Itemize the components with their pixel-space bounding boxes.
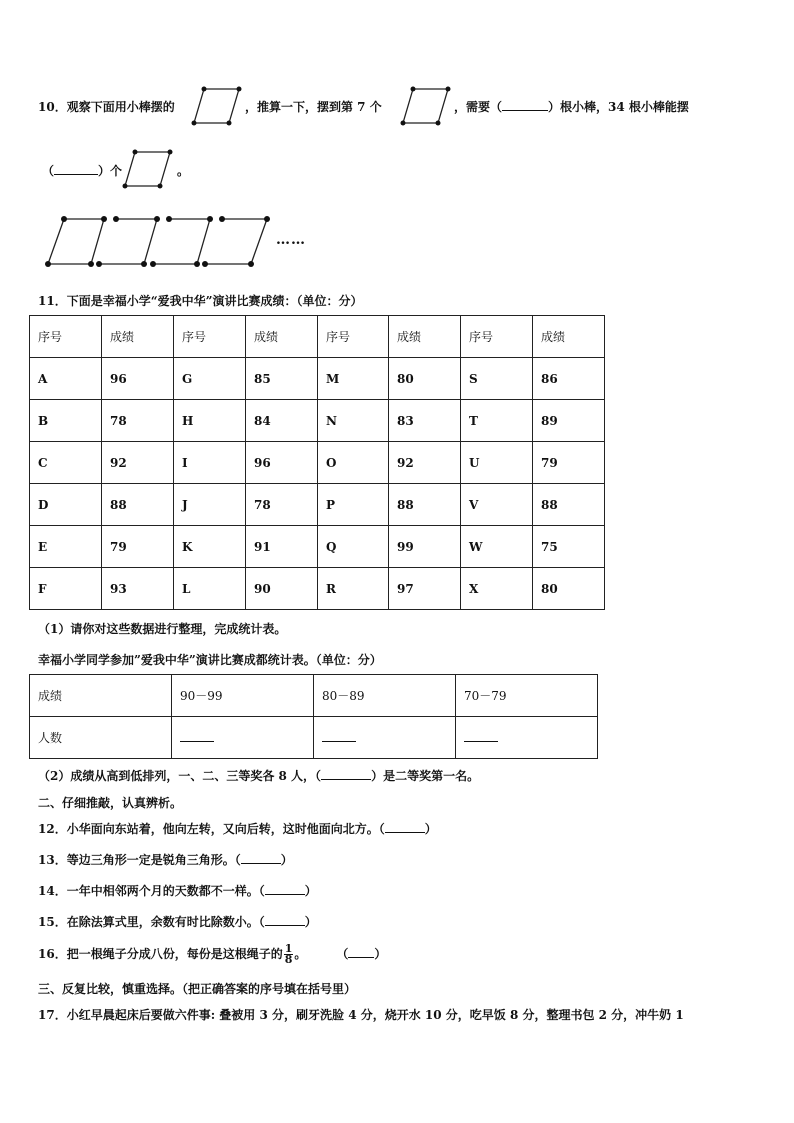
table-cell: 85 bbox=[246, 358, 318, 400]
table-cell: 96 bbox=[102, 358, 174, 400]
fill-cell[interactable] bbox=[456, 717, 598, 759]
table-cell: Q bbox=[318, 526, 389, 568]
answer-blank[interactable] bbox=[348, 957, 374, 958]
table-cell: 88 bbox=[102, 484, 174, 526]
table-row bbox=[30, 442, 605, 484]
header-cell: 80－89 bbox=[314, 675, 456, 717]
section-3-heading: 三、反复比较，慎重选择。（把正确答案的序号填在括号里） bbox=[38, 982, 357, 996]
table-cell: M bbox=[318, 358, 389, 400]
parallelogram-figure bbox=[191, 85, 243, 127]
table-cell: 78 bbox=[246, 484, 318, 526]
table-cell: 93 bbox=[102, 568, 174, 610]
table-cell: F bbox=[30, 568, 102, 610]
table-row bbox=[30, 526, 605, 568]
score-table bbox=[29, 315, 605, 610]
answer-blank[interactable] bbox=[265, 925, 305, 926]
fill-cell[interactable] bbox=[314, 717, 456, 759]
table-cell: V bbox=[461, 484, 533, 526]
section-2-heading: 二、仔细推敲，认真辨析。 bbox=[38, 796, 183, 810]
answer-blank[interactable] bbox=[54, 174, 98, 175]
table-cell: 90 bbox=[246, 568, 318, 610]
table-cell: C bbox=[30, 442, 102, 484]
table-cell: P bbox=[318, 484, 389, 526]
table-cell: I bbox=[174, 442, 246, 484]
parallelogram-figure bbox=[400, 85, 452, 127]
header-cell: 成绩 bbox=[246, 316, 318, 358]
table-row bbox=[30, 568, 605, 610]
table-cell: L bbox=[174, 568, 246, 610]
table-cell: 88 bbox=[389, 484, 461, 526]
header-cell: 成绩 bbox=[389, 316, 461, 358]
table-cell: 83 bbox=[389, 400, 461, 442]
q17: 17．小红早晨起床后要做六件事: 叠被用 3 分，刷牙洗脸 4 分，烧开水 10 分，吃早饭 8 分，整理书包 2 分，冲牛奶 1 bbox=[38, 1008, 684, 1022]
header-cell: 序号 bbox=[174, 316, 246, 358]
table-cell: 96 bbox=[246, 442, 318, 484]
q10-line2: （ ）个 bbox=[42, 164, 123, 178]
table-cell: 80 bbox=[533, 568, 605, 610]
table-cell: 78 bbox=[102, 400, 174, 442]
table-cell: 92 bbox=[389, 442, 461, 484]
table-cell: 75 bbox=[533, 526, 605, 568]
answer-blank[interactable] bbox=[502, 110, 548, 111]
table-cell: W bbox=[461, 526, 533, 568]
table-row bbox=[30, 484, 605, 526]
stat-table-title: 幸福小学同学参加”爱我中华”演讲比赛成都统计表。（单位：分） bbox=[38, 653, 382, 667]
stat-table bbox=[29, 674, 598, 759]
table-cell: 88 bbox=[533, 484, 605, 526]
table-cell: 91 bbox=[246, 526, 318, 568]
table-cell: K bbox=[174, 526, 246, 568]
table-cell: T bbox=[461, 400, 533, 442]
table-cell: D bbox=[30, 484, 102, 526]
table-header-row bbox=[30, 675, 598, 717]
table-cell: S bbox=[461, 358, 533, 400]
table-cell: B bbox=[30, 400, 102, 442]
q12: 12．小华面向东站着，他向左转，又向后转，这时他面向北方。（ ） bbox=[38, 822, 437, 836]
table-cell: 97 bbox=[389, 568, 461, 610]
table-cell: A bbox=[30, 358, 102, 400]
answer-blank[interactable] bbox=[180, 731, 214, 742]
table-cell: R bbox=[318, 568, 389, 610]
answer-blank[interactable] bbox=[464, 731, 498, 742]
fill-cell[interactable] bbox=[172, 717, 314, 759]
table-cell: H bbox=[174, 400, 246, 442]
table-header-row bbox=[30, 316, 605, 358]
fraction-one-eighth: $\frac{1}{8}$ bbox=[284, 942, 293, 966]
table-cell: O bbox=[318, 442, 389, 484]
header-cell: 90－99 bbox=[172, 675, 314, 717]
q14: 14．一年中相邻两个月的天数都不一样。（ ） bbox=[38, 884, 317, 898]
table-cell: U bbox=[461, 442, 533, 484]
q11-sub1: （1）请你对这些数据进行整理，完成统计表。 bbox=[38, 622, 287, 636]
header-cell: 成绩 bbox=[30, 675, 172, 717]
table-cell: 86 bbox=[533, 358, 605, 400]
answer-blank[interactable] bbox=[241, 863, 281, 864]
table-cell: G bbox=[174, 358, 246, 400]
table-cell: J bbox=[174, 484, 246, 526]
table-cell: 79 bbox=[102, 526, 174, 568]
table-cell: 80 bbox=[389, 358, 461, 400]
table-cell: 84 bbox=[246, 400, 318, 442]
q16: 16．把一根绳子分成八份，每份是这根绳子的 $\frac{1}{8}$ 。 （ ） bbox=[38, 942, 387, 966]
answer-blank[interactable] bbox=[265, 894, 305, 895]
table-row bbox=[30, 358, 605, 400]
parallelogram-figure bbox=[120, 148, 176, 190]
q10-line1b: ，推算一下，摆到第 7 个 bbox=[245, 100, 382, 114]
table-cell: 79 bbox=[533, 442, 605, 484]
q10-line1: 10．观察下面用小棒摆的 bbox=[38, 100, 175, 114]
answer-blank[interactable] bbox=[385, 832, 425, 833]
table-cell: X bbox=[461, 568, 533, 610]
q10-line2-end: 。 bbox=[177, 164, 190, 178]
q10-line1c: ，需要（ ）根小棒，34 根小棒能摆 bbox=[454, 100, 689, 114]
table-row bbox=[30, 717, 598, 759]
header-cell: 序号 bbox=[30, 316, 102, 358]
header-cell: 成绩 bbox=[533, 316, 605, 358]
header-cell: 序号 bbox=[318, 316, 389, 358]
header-cell: 成绩 bbox=[102, 316, 174, 358]
table-cell: 99 bbox=[389, 526, 461, 568]
table-cell: 89 bbox=[533, 400, 605, 442]
row-label: 人数 bbox=[30, 717, 172, 759]
ellipsis: …… bbox=[276, 232, 306, 248]
table-cell: E bbox=[30, 526, 102, 568]
q13: 13．等边三角形一定是锐角三角形。（ ） bbox=[38, 853, 293, 867]
table-cell: N bbox=[318, 400, 389, 442]
table-row bbox=[30, 400, 605, 442]
q11-sub2: （2）成绩从高到低排列，一、二、三等奖各 8 人，（ ）是二等奖第一名。 bbox=[38, 769, 480, 783]
answer-blank[interactable] bbox=[322, 731, 356, 742]
header-cell: 70－79 bbox=[456, 675, 598, 717]
header-cell: 序号 bbox=[461, 316, 533, 358]
q15: 15．在除法算式里，余数有时比除数小。（ ） bbox=[38, 915, 317, 929]
table-cell: 92 bbox=[102, 442, 174, 484]
parallelogram-row-figure bbox=[40, 210, 280, 272]
q11-title: 11．下面是幸福小学“爱我中华”演讲比赛成绩：（单位：分） bbox=[38, 294, 363, 308]
answer-blank[interactable] bbox=[321, 779, 371, 780]
